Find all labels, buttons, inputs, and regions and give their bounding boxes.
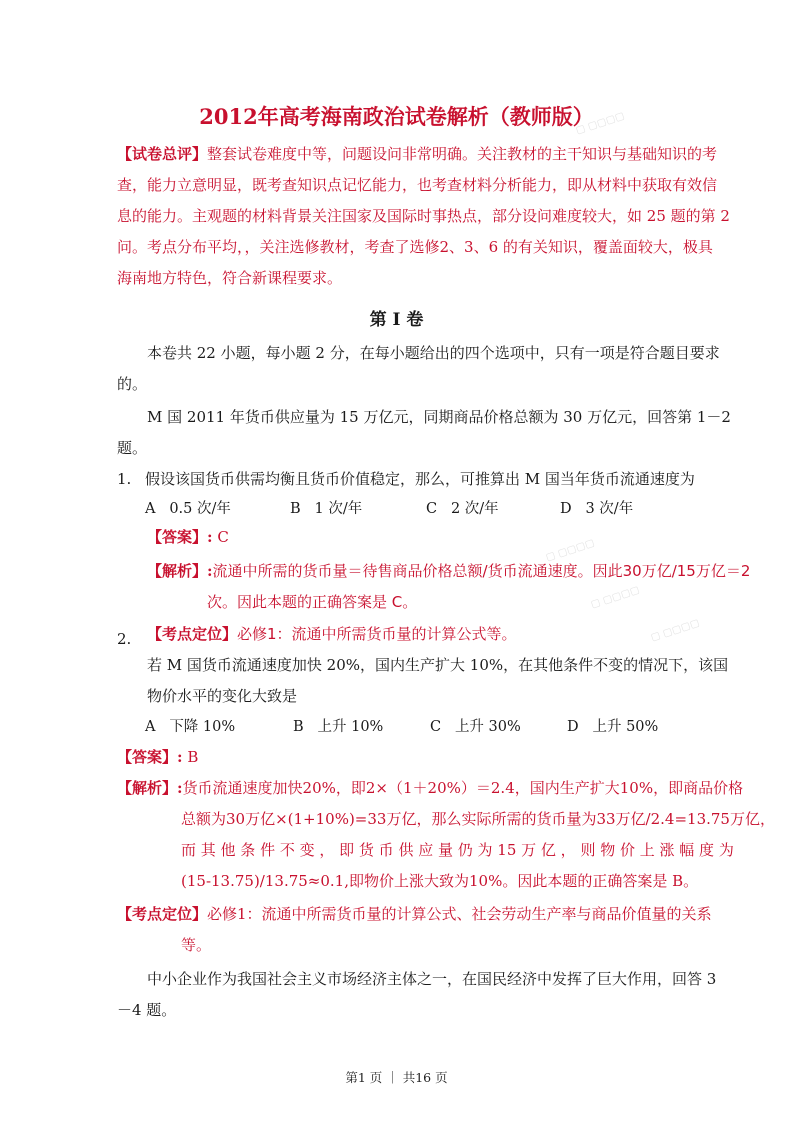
question-2-number: 2. [117,630,132,648]
q2-point-line-1: 【考点定位】必修1：流通中所需货币量的计算公式、社会劳动生产率与商品价值量的关系 [117,905,712,923]
q1-answer: 【答案】: C [147,528,229,546]
q1-analysis-line-2: 次。因此本题的正确答案是 C。 [207,593,418,611]
q1-option-c: C 2 次/年 [426,501,499,517]
q1-option-d: D 3 次/年 [560,501,634,517]
material-2-line-2: －4 题。 [117,1001,177,1019]
q2-point-line-2: 等。 [181,936,212,954]
summary-tag: 【试卷总评】 [117,145,208,163]
q1-point: 【考点定位】必修1：流通中所需货币量的计算公式等。 [147,625,517,643]
summary-line-1: 【试卷总评】整套试卷难度中等，问题设问非常明确。关注教材的主干知识与基础知识的考 [117,145,718,163]
question-1-number: 1. [117,470,132,488]
material-1-line-1: M 国 2011 年货币供应量为 15 万亿元，同期商品价格总额为 30 万亿元，回答第 1－2 [147,408,731,426]
intro-line-1: 本卷共 22 小题，每小题 2 分，在每小题给出的四个选项中，只有一项是符合题目要求 [147,344,720,362]
material-2-line-1: 中小企业作为我国社会主义市场经济主体之一，在国民经济中发挥了巨大作用，回答 3 [147,970,717,988]
summary-line-5: 海南地方特色，符合新课程要求。 [117,269,343,287]
q2-analysis-line-3: 而 其 他 条 件 不 变 ， 即 货 币 供 应 量 仍 为 15 万 亿 ， 则 物 价 上 涨 幅 度 为 [181,841,734,859]
q2-analysis-line-4: (15-13.75)/13.75≈0.1,即物价上涨大致为10%。因此本题的正确答案是 B。 [181,872,699,890]
question-1-stem: 假设该国货币供需均衡且货币价值稳定，那么，可推算出 M 国当年货币流通速度为 [145,470,695,488]
watermark: ▢ ▢▢▢▢ [574,110,626,137]
q2-analysis-line-1: 【解析】:货币流通速度加快20%，即2×（1＋20%）＝2.4，国内生产扩大10%，即商品价格 [117,779,744,797]
question-2-stem-line-2: 物价水平的变化大致是 [147,687,298,705]
q2-option-d: D 上升 50% [567,719,659,735]
page-footer: 第1 页 ｜ 共16 页 [345,1070,448,1085]
summary-line-4: 问。考点分布平均，，关注选修教材，考查了选修2、3、6 的有关知识，覆盖面较大，极具 [117,238,713,256]
watermark: ▢ ▢▢▢▢ [589,584,641,611]
question-2-stem-line-1: 若 M 国货币流通速度加快 20%，国内生产扩大 10%，在其他条件不变的情况下，该国 [147,656,729,674]
watermark: ▢ ▢▢▢▢ [544,537,596,564]
q1-option-a: A 0.5 次/年 [145,501,231,517]
q1-analysis-line-1: 【解析】:流通中所需的货币量＝待售商品价格总额/货币流通速度。因此30万亿/15万亿＝2 [147,562,751,580]
summary-line-3: 息的能力。主观题的材料背景关注国家及国际时事热点，部分设问难度较大，如 25 题的第 2 [117,207,730,225]
page-title: 2012年高考海南政治试卷解析（教师版） [199,104,594,129]
intro-line-2: 的。 [117,375,148,393]
summary-line-2: 查，能力立意明显，既考查知识点记忆能力，也考查材料分析能力，即从材料中获取有效信 [117,176,718,194]
q2-answer: 【答案】: B [117,748,199,766]
material-1-line-2: 题。 [117,439,148,457]
q2-analysis-line-2: 总额为30万亿×(1+10%)=33万亿，那么实际所需的货币量为33万亿/2.4=13.75万亿， [181,810,775,828]
q2-option-b: B 上升 10% [293,719,384,735]
q2-option-a: A 下降 10% [145,719,236,735]
section-title: 第 I 卷 [369,310,424,330]
q1-option-b: B 1 次/年 [290,501,363,517]
q2-option-c: C 上升 30% [430,719,521,735]
watermark: ▢ ▢▢▢▢ [649,617,701,644]
